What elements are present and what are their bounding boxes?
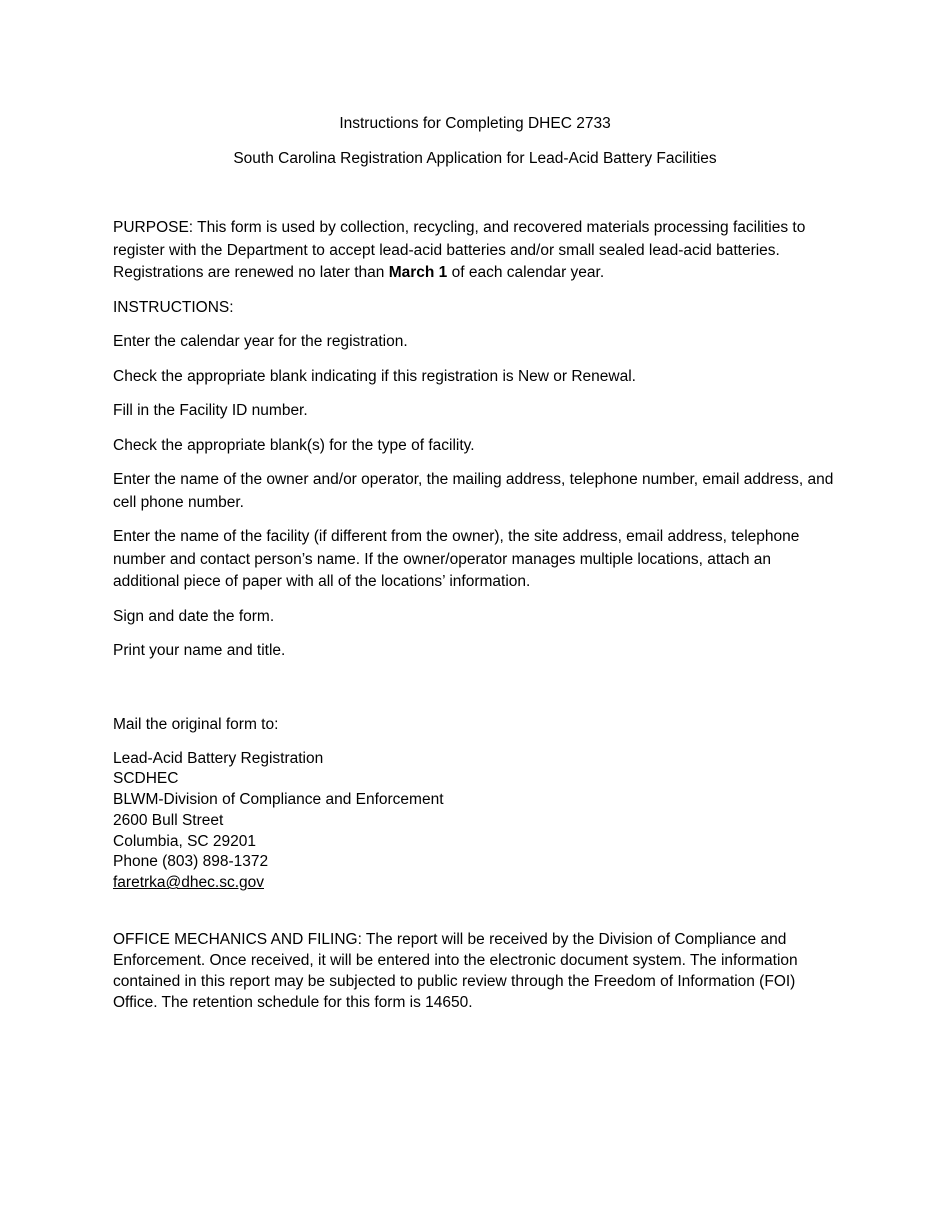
- address-phone: Phone (803) 898-1372: [113, 853, 269, 871]
- document-title: Instructions for Completing DHEC 2733: [339, 115, 611, 132]
- instruction-item: Check the appropriate blank indicating if this registration is New or Renewal.: [113, 367, 636, 385]
- address-line: 2600 Bull Street: [113, 811, 224, 829]
- instruction-item: Enter the calendar year for the registration.: [113, 333, 408, 350]
- instructions-body: [113, 217, 838, 675]
- mailing-section: [113, 714, 838, 894]
- instructions-heading: INSTRUCTIONS:: [113, 298, 234, 316]
- purpose-paragraph: [113, 217, 838, 285]
- address-line: Lead-Acid Battery Registration: [113, 749, 324, 767]
- instruction-item: Enter the name of the owner and/or operator, the mailing address, telephone number, email address, and cell phone number.: [113, 471, 834, 511]
- instruction-item: Fill in the Facility ID number.: [113, 402, 308, 419]
- mail-heading: Mail the original form to:: [113, 716, 279, 733]
- purpose-text: PURPOSE: This form is used by collection, recycling, and recovered materials processing facilities to register with the Department to accept lead-acid batteries and/or small sealed lead-acid batteries. Registrations are renewed no later than: [113, 219, 806, 281]
- purpose-text-end: of each calendar year.: [447, 264, 605, 281]
- instruction-item: Check the appropriate blank(s) for the type of facility.: [113, 436, 475, 454]
- office-mechanics-paragraph: OFFICE MECHANICS AND FILING: The report will be received by the Division of Compliance and Enforcement. Once received, it will be entered into the electronic document system. The information contained in this report may be subjected to public review through the Freedom of Information (FOI) Office. The retention schedule for this form is 14650.: [113, 931, 798, 1011]
- address-line: Columbia, SC 29201: [113, 832, 257, 850]
- address-line: BLWM-Division of Compliance and Enforcement: [113, 791, 444, 809]
- instruction-item: Enter the name of the facility (if different from the owner), the site address, email address, telephone number and contact person’s name. If the owner/operator manages multiple locations, attach an additional piece of paper with all of the locations’ information.: [113, 528, 800, 590]
- instruction-item: Print your name and title.: [113, 642, 286, 659]
- purpose-deadline: March 1: [388, 264, 448, 281]
- address-line: SCDHEC: [113, 770, 179, 788]
- office-mechanics-section: [113, 929, 838, 1013]
- mailing-address: [113, 749, 838, 895]
- instruction-item: Sign and date the form.: [113, 607, 275, 625]
- email-link[interactable]: faretrka@dhec.sc.gov: [113, 874, 264, 892]
- document-subtitle: South Carolina Registration Application for Lead-Acid Battery Facilities: [233, 150, 717, 167]
